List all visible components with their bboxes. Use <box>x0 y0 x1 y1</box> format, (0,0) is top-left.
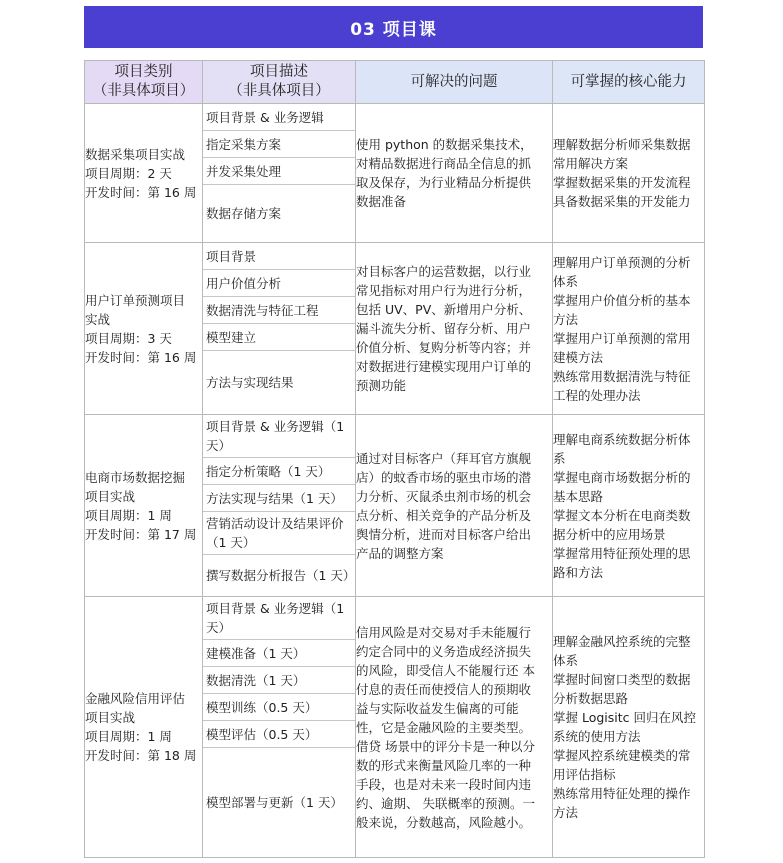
header-category-line1: 项目类别 <box>114 64 173 80</box>
category-line: 项目实战 <box>85 710 136 725</box>
table-row <box>85 243 705 415</box>
problem-line: 手段，也是对未来一段时间内违 <box>356 776 532 792</box>
ability-line: 理解数据分析师采集数据 <box>553 137 691 152</box>
problem-line: 取及保存，为行业精品分析提供 <box>356 175 532 190</box>
description-text: 撰写数据分析报告（1 天） <box>206 568 356 583</box>
problem-line: 数据准备 <box>356 194 407 209</box>
category-line: 项目周期：1 周 <box>85 507 172 523</box>
row-category <box>85 104 203 243</box>
problem-line: 约、逾期、 失联概率的预测。一 <box>356 795 535 811</box>
row-descriptions <box>203 415 356 597</box>
category-line: 开发时间：第 16 周 <box>85 349 197 365</box>
ability-line: 熟练常用数据清洗与特征 <box>553 368 691 384</box>
description-text: 并发采集处理 <box>206 163 282 179</box>
description-item <box>203 667 355 694</box>
problem-line: 益与实际收益发生偏离的可能 <box>356 700 519 716</box>
category-line: 项目实战 <box>85 488 136 504</box>
row-problems <box>356 597 553 858</box>
row-problems <box>356 243 553 415</box>
description-item <box>203 748 355 857</box>
description-text: 用户价值分析 <box>206 275 282 291</box>
header-problems <box>356 61 553 104</box>
ability-line: 掌握用户订单预测的常用 <box>553 330 691 346</box>
problem-line: 对目标客户的运营数据，以行业 <box>356 264 532 279</box>
problem-line: 力分析、灭鼠杀虫剂市场的机会 <box>356 488 532 504</box>
category-line: 电商市场数据挖掘 <box>85 469 186 485</box>
description-text: 天） <box>206 438 232 453</box>
ability-line: 掌握文本分析在电商类数 <box>553 507 691 523</box>
description-text: 项目背景 & 业务逻辑（1 <box>206 601 345 616</box>
description-item <box>203 555 355 596</box>
category-line: 开发时间：第 18 周 <box>85 748 197 763</box>
row-category <box>85 243 203 415</box>
problem-line: 点分析、相关竞争的产品分析及 <box>356 507 532 523</box>
header-description-line1: 项目描述 <box>250 64 308 80</box>
description-item <box>203 694 355 721</box>
ability-line: 掌握时间窗口类型的数据 <box>553 672 691 687</box>
category-line: 金融风险信用评估 <box>85 691 186 706</box>
description-item <box>203 351 355 414</box>
project-course-table <box>84 60 705 858</box>
description-item <box>203 297 355 324</box>
ability-line: 路和方法 <box>553 564 604 580</box>
ability-line: 系 <box>553 450 566 466</box>
header-abilities-line1: 可掌握的核心能力 <box>570 73 687 90</box>
description-item <box>203 512 355 555</box>
ability-line: 方法 <box>553 805 579 820</box>
description-item <box>203 640 355 667</box>
ability-line: 工程的处理办法 <box>553 387 641 403</box>
problem-line: 常见指标对用户行为进行分析， <box>356 283 532 298</box>
description-item <box>203 158 355 185</box>
problem-line: 的风险，即受信人不能履行还 本 <box>356 662 535 678</box>
category-line: 项目周期：3 天 <box>85 330 172 346</box>
ability-line: 掌握风控系统建模类的常 <box>553 748 691 763</box>
header-description <box>203 61 356 104</box>
row-problems <box>356 104 553 243</box>
problem-line: 漏斗流失分析、留存分析、用户 <box>356 321 532 336</box>
category-line: 实战 <box>85 311 111 327</box>
description-item <box>203 185 355 242</box>
description-text: 方法与实现结果 <box>206 375 294 390</box>
problem-line: 般来说，分数越高，风险越小。 <box>356 814 532 830</box>
category-line: 项目周期：1 周 <box>85 729 172 744</box>
section-title: 03 项目课 <box>350 19 437 40</box>
header-problems-line1: 可解决的问题 <box>410 73 498 90</box>
problem-line: 数的形式来衡量风险几率的一种 <box>356 757 532 773</box>
description-item <box>203 131 355 158</box>
category-line: 数据采集项目实战 <box>85 146 186 162</box>
description-text: 方法实现与结果（1 天） <box>206 490 343 506</box>
description-text: 模型建立 <box>206 329 257 345</box>
ability-line: 用评估指标 <box>553 767 616 782</box>
problem-line: 预测功能 <box>356 378 407 393</box>
description-text: 数据清洗（1 天） <box>206 672 306 688</box>
description-item <box>203 415 355 458</box>
ability-line: 系统的使用方法 <box>553 729 641 744</box>
row-problems <box>356 415 553 597</box>
problem-line: 产品的调整方案 <box>356 545 444 561</box>
ability-line: 常用解决方案 <box>553 156 629 171</box>
problem-line: 使用 python 的数据采集技术， <box>356 137 533 152</box>
problem-line: 通过对目标客户（拜耳官方旗舰 <box>356 450 532 466</box>
table-row <box>85 415 705 597</box>
row-abilities <box>553 415 705 597</box>
description-text: （1 天） <box>206 535 256 550</box>
ability-line: 掌握常用特征预处理的思 <box>553 545 691 561</box>
row-abilities <box>553 243 705 415</box>
row-category <box>85 597 203 858</box>
description-item <box>203 324 355 351</box>
ability-line: 分析数据思路 <box>553 691 629 706</box>
problem-line: 付息的责任而使授信人的预期收 <box>356 681 532 697</box>
header-category-line2: （非具体项目） <box>92 83 195 99</box>
problem-line: 价值分析、复购分析等内容；并 <box>356 340 532 355</box>
description-text: 建模准备（1 天） <box>206 645 306 661</box>
problem-line: 店）的蚊香市场的驱虫市场的潜 <box>356 469 532 485</box>
ability-line: 基本思路 <box>553 488 604 504</box>
row-descriptions <box>203 104 356 243</box>
header-description-line2: （非具体项目） <box>228 83 330 99</box>
description-item <box>203 597 355 640</box>
table-header-row <box>85 61 705 104</box>
description-text: 项目背景 <box>206 248 257 264</box>
description-text: 指定采集方案 <box>206 136 282 152</box>
description-text: 天） <box>206 620 232 635</box>
description-text: 模型评估（0.5 天） <box>206 726 318 742</box>
description-text: 模型训练（0.5 天） <box>206 699 318 715</box>
category-line: 开发时间：第 17 周 <box>85 526 197 542</box>
category-line: 开发时间：第 16 周 <box>85 184 197 200</box>
table-row <box>85 104 705 243</box>
description-text: 营销活动设计及结果评价 <box>206 516 344 531</box>
problem-line: 包括 UV、PV、新增用户分析、 <box>356 302 532 317</box>
ability-line: 熟练常用特征处理的操作 <box>553 786 691 801</box>
description-item <box>203 104 355 131</box>
problem-line: 借贷 场景中的评分卡是一种以分 <box>356 738 535 754</box>
ability-line: 掌握数据采集的开发流程 <box>553 175 691 190</box>
ability-line: 掌握电商市场数据分析的 <box>553 469 691 485</box>
description-item <box>203 270 355 297</box>
problem-line: 舆情分析，进而对目标客户给出 <box>356 526 532 542</box>
description-item <box>203 458 355 485</box>
description-item <box>203 243 355 270</box>
ability-line: 掌握用户价值分析的基本 <box>553 292 691 308</box>
ability-line: 理解电商系统数据分析体 <box>553 431 691 447</box>
description-text: 项目背景 & 业务逻辑（1 <box>206 419 345 434</box>
ability-line: 建模方法 <box>553 349 604 365</box>
description-text: 模型部署与更新（1 天） <box>206 795 343 810</box>
problem-line: 对数据进行建模实现用户订单的 <box>356 359 532 374</box>
problem-line: 性，它是金融风险的主要类型。 <box>356 719 532 735</box>
ability-line: 具备数据采集的开发能力 <box>553 194 691 209</box>
category-line: 项目周期：2 天 <box>85 165 172 181</box>
description-text: 数据存储方案 <box>206 206 282 221</box>
row-abilities <box>553 597 705 858</box>
header-abilities <box>553 61 705 104</box>
description-item <box>203 721 355 748</box>
section-title-banner <box>84 6 703 48</box>
ability-line: 据分析中的应用场景 <box>553 526 666 542</box>
row-descriptions <box>203 597 356 858</box>
description-item <box>203 485 355 512</box>
table-row <box>85 597 705 858</box>
row-descriptions <box>203 243 356 415</box>
description-text: 指定分析策略（1 天） <box>206 463 331 479</box>
ability-line: 掌握 Logisitc 回归在风控 <box>553 710 697 725</box>
problem-line: 信用风险是对交易对手未能履行 <box>356 624 532 640</box>
problem-line: 对精品数据进行商品全信息的抓 <box>356 156 532 171</box>
problem-line: 约定合同中的义务造成经济损失 <box>356 643 532 659</box>
header-category <box>85 61 203 104</box>
ability-line: 体系 <box>553 653 579 668</box>
row-abilities <box>553 104 705 243</box>
ability-line: 理解金融风控系统的完整 <box>553 634 691 649</box>
description-text: 项目背景 & 业务逻辑 <box>206 109 324 125</box>
category-line: 用户订单预测项目 <box>85 292 186 308</box>
ability-line: 理解用户订单预测的分析 <box>553 254 691 270</box>
ability-line: 体系 <box>553 273 579 289</box>
ability-line: 方法 <box>553 311 579 327</box>
row-category <box>85 415 203 597</box>
description-text: 数据清洗与特征工程 <box>206 302 319 318</box>
